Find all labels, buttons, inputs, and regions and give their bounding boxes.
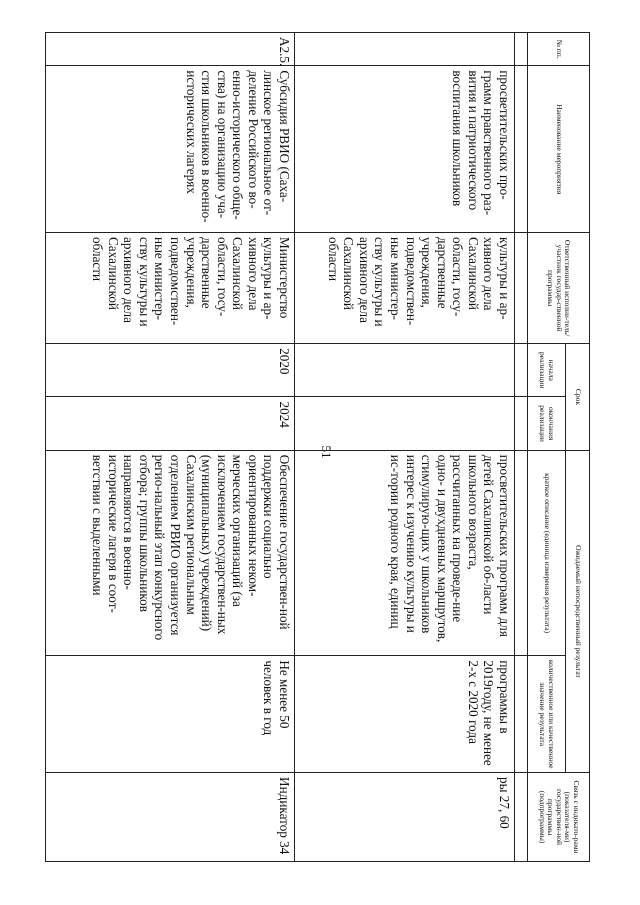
measures-table-page: [45, 32, 590, 862]
header-end: окончания реализации: [528, 397, 566, 450]
end-year: [295, 397, 515, 450]
header-value: количественное или качественное значение результата: [528, 656, 566, 773]
result-description: просветительских программ для детей Сахалинской об-ласти школьного возраста, рассчитанных на проведе-ние одно- и двухдневных маршрутов, стимулирую-щих у школьников интерес к изучению культуры и ис-тории родного края, единиц: [295, 450, 515, 656]
header-term: Срок: [566, 344, 590, 451]
header-result: Ожидаемый непосредственный результат: [566, 450, 590, 772]
header-num: № пп.: [528, 33, 590, 66]
page-number: 51: [319, 445, 334, 459]
row-number: [295, 33, 515, 66]
measure-name: Субсидия РВИО (Саха-линское региональное от-деление Российского во-енно-исторического обще-ства) на организацию уча-стия школьников в военно-исторических лагерях: [46, 66, 295, 233]
result-description: Обеспечение государствен-ной поддержки социально ориентированных неком-мерческих организаций (за исключением государствен-ных (муниципальных) учреждений) Сахалинским региональным отделением РВИО организуется регио-нальный этап конкурсного отбора; группы школьников направляются в военно-исторические лагеря в соот-ветствии с выделенными: [46, 450, 295, 656]
header-start: начала реализации: [528, 344, 566, 397]
responsible-executor: культуры и ар-хивного дела Сахалинской области, госу-дарственные учреждения, подведомствен-ные министер-ству культуры и архивного дела Сахалинской области: [295, 233, 515, 344]
header-short-description: краткое описание (единица измерения результата): [528, 450, 566, 656]
responsible-executor: Министерство культуры и ар-хивного дела Сахалинской области, госу-дарственные учреждения, подведомствен-ные министер-ству культуры и архивного дела Сахалинской области: [46, 233, 295, 344]
header-responsible: Ответственный исполни-тель/участник государ-ственной программы: [528, 233, 590, 344]
indicator-link: Индикатор 34: [46, 773, 295, 862]
result-value: программы в 2019году, не менее 2-х с 2020 года: [295, 656, 515, 773]
separator-row: [515, 33, 528, 862]
start-year: 2020: [46, 344, 295, 397]
row-number: А2.5.: [46, 33, 295, 66]
measure-name: просветительских про-грамм нравственного раз-вития и патриотического воспитания школьников: [295, 66, 515, 233]
indicator-link: ры 27, 60: [295, 773, 515, 862]
header-name: Наименование мероприятия: [528, 66, 590, 233]
result-value: Не менее 50 человек в год: [46, 656, 295, 773]
end-year: 2024: [46, 397, 295, 450]
table-row: [295, 33, 515, 862]
table-row: [46, 33, 295, 862]
start-year: [295, 344, 515, 397]
measures-table: [45, 32, 590, 862]
header-indicator-link: Связь с индикато-рами (показателя-ми) государствен-ной программы (подпрограммы): [528, 773, 590, 862]
